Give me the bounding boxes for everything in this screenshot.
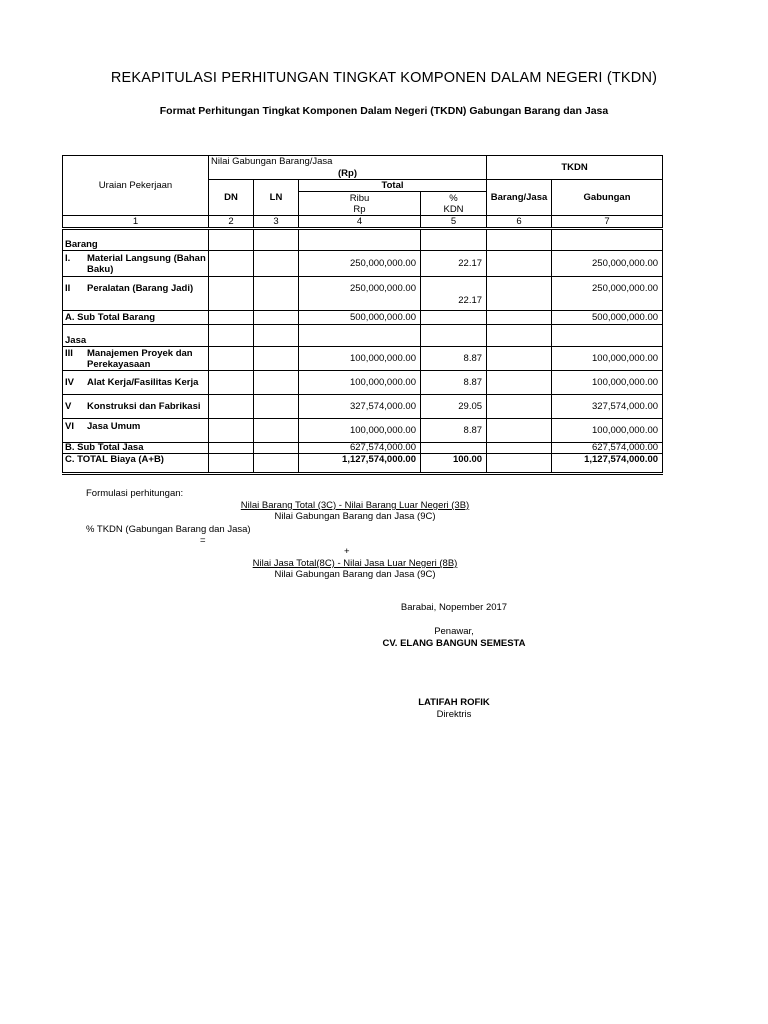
section-jasa-label: Jasa <box>63 325 209 347</box>
signer-name: LATIFAH ROFIK <box>418 697 490 708</box>
col-number: 6 <box>487 216 552 229</box>
col-number: 1 <box>63 216 209 229</box>
col-number: 4 <box>299 216 421 229</box>
formula-heading: Formulasi perhitungan: <box>86 488 184 499</box>
formula-line1-numerator: Nilai Barang Total (3C) - Nilai Barang Luar Negeri (3B) <box>240 500 470 511</box>
formula-pct-label: % TKDN (Gabungan Barang dan Jasa) <box>86 524 251 535</box>
row-gabungan: 100,000,000.00 <box>552 371 663 395</box>
formula-fraction-2 <box>180 558 530 580</box>
header-uraian: Uraian Pekerjaan <box>63 156 209 216</box>
col-number: 2 <box>209 216 254 229</box>
company-name: CV. ELANG BANGUN SEMESTA <box>382 638 526 649</box>
formula-fraction-1 <box>180 500 530 522</box>
row-number: II <box>65 283 71 294</box>
formula-line2-denominator: Nilai Gabungan Barang dan Jasa (9C) <box>274 569 436 580</box>
header-total: Total <box>299 180 487 192</box>
row-gabungan: 250,000,000.00 <box>552 251 663 277</box>
subtotal-jasa-total: 627,574,000.00 <box>299 443 421 454</box>
header-kdn: KDN <box>443 203 464 215</box>
row-kdn: 8.87 <box>421 419 487 443</box>
row-label: Material Langsung (Bahan Baku) <box>87 252 206 275</box>
subtotal-barang-label: A. Sub Total Barang <box>63 311 209 325</box>
header-tkdn: TKDN <box>487 156 663 180</box>
col-number: 3 <box>254 216 299 229</box>
signer-position: Direktris <box>436 709 472 720</box>
row-number: V <box>65 401 72 412</box>
table-row <box>63 371 663 395</box>
row-gabungan: 327,574,000.00 <box>552 395 663 419</box>
place-date: Barabai, Nopember 2017 <box>400 602 508 613</box>
row-kdn: 22.17 <box>421 277 487 311</box>
document-subtitle: Format Perhitungan Tingkat Komponen Dalam Negeri (TKDN) Gabungan Barang dan Jasa <box>159 105 609 117</box>
header-barang-jasa: Barang/Jasa <box>487 180 552 216</box>
subtotal-jasa-gabungan: 627,574,000.00 <box>552 443 663 454</box>
row-label: Jasa Umum <box>87 421 141 432</box>
row-kdn: 8.87 <box>421 371 487 395</box>
row-gabungan: 250,000,000.00 <box>552 277 663 311</box>
section-barang-label: Barang <box>63 229 209 251</box>
subtotal-row <box>63 443 663 454</box>
row-number: III <box>65 347 73 359</box>
row-number: I. <box>65 252 71 264</box>
tkdn-table <box>62 155 663 475</box>
header-rp: (Rp) <box>209 168 487 180</box>
grand-total-row <box>63 454 663 474</box>
table-row <box>63 395 663 419</box>
document-title: REKAPITULASI PERHITUNGAN TINGKAT KOMPONEN DALAM NEGERI (TKDN) <box>110 70 658 86</box>
header-dn: DN <box>209 180 254 216</box>
col-number: 7 <box>552 216 663 229</box>
header-ribu: Ribu <box>349 192 370 204</box>
table-row <box>63 277 663 311</box>
header-ln: LN <box>254 180 299 216</box>
row-label: Manajemen Proyek dan Perekayasaan <box>87 347 193 370</box>
subtotal-barang-gabungan: 500,000,000.00 <box>552 311 663 325</box>
col-number: 5 <box>421 216 487 229</box>
grand-total-kdn: 100.00 <box>421 454 487 474</box>
row-total: 250,000,000.00 <box>299 251 421 277</box>
formula-plus: + <box>344 546 350 557</box>
row-label: Konstruksi dan Fabrikasi <box>87 401 201 412</box>
row-kdn: 29.05 <box>421 395 487 419</box>
table-row <box>63 419 663 443</box>
header-pct: % <box>449 192 458 204</box>
row-label: Alat Kerja/Fasilitas Kerja <box>87 377 199 388</box>
grand-total-gabungan: 1,127,574,000.00 <box>552 454 663 474</box>
row-label: Peralatan (Barang Jadi) <box>87 283 194 294</box>
subtotal-row <box>63 311 663 325</box>
row-number: VI <box>65 421 74 432</box>
subtotal-jasa-label: B. Sub Total Jasa <box>63 443 209 454</box>
row-gabungan: 100,000,000.00 <box>552 347 663 371</box>
row-gabungan: 100,000,000.00 <box>552 419 663 443</box>
header-pct-kdn <box>421 192 487 216</box>
row-total: 327,574,000.00 <box>299 395 421 419</box>
row-total: 100,000,000.00 <box>299 371 421 395</box>
table-row <box>63 251 663 277</box>
row-total: 250,000,000.00 <box>299 277 421 311</box>
header-gabungan: Gabungan <box>552 180 663 216</box>
header-rp-small: Rp <box>353 203 366 215</box>
row-number: IV <box>65 377 74 388</box>
row-total: 100,000,000.00 <box>299 419 421 443</box>
row-total: 100,000,000.00 <box>299 347 421 371</box>
grand-total-total: 1,127,574,000.00 <box>299 454 421 474</box>
subtotal-barang-total: 500,000,000.00 <box>299 311 421 325</box>
formula-line2-numerator: Nilai Jasa Total(8C) - Nilai Jasa Luar Negeri (8B) <box>252 558 458 569</box>
table-row <box>63 347 663 371</box>
grand-total-label: C. TOTAL Biaya (A+B) <box>63 454 209 474</box>
formula-line1-denominator: Nilai Gabungan Barang dan Jasa (9C) <box>274 511 436 522</box>
formula-equals: = <box>200 535 206 546</box>
header-ribu-rp <box>299 192 421 216</box>
penawar-label: Penawar, <box>434 626 474 637</box>
row-kdn: 22.17 <box>421 251 487 277</box>
row-kdn: 8.87 <box>421 347 487 371</box>
header-nilai-gabungan: Nilai Gabungan Barang/Jasa <box>209 156 487 168</box>
